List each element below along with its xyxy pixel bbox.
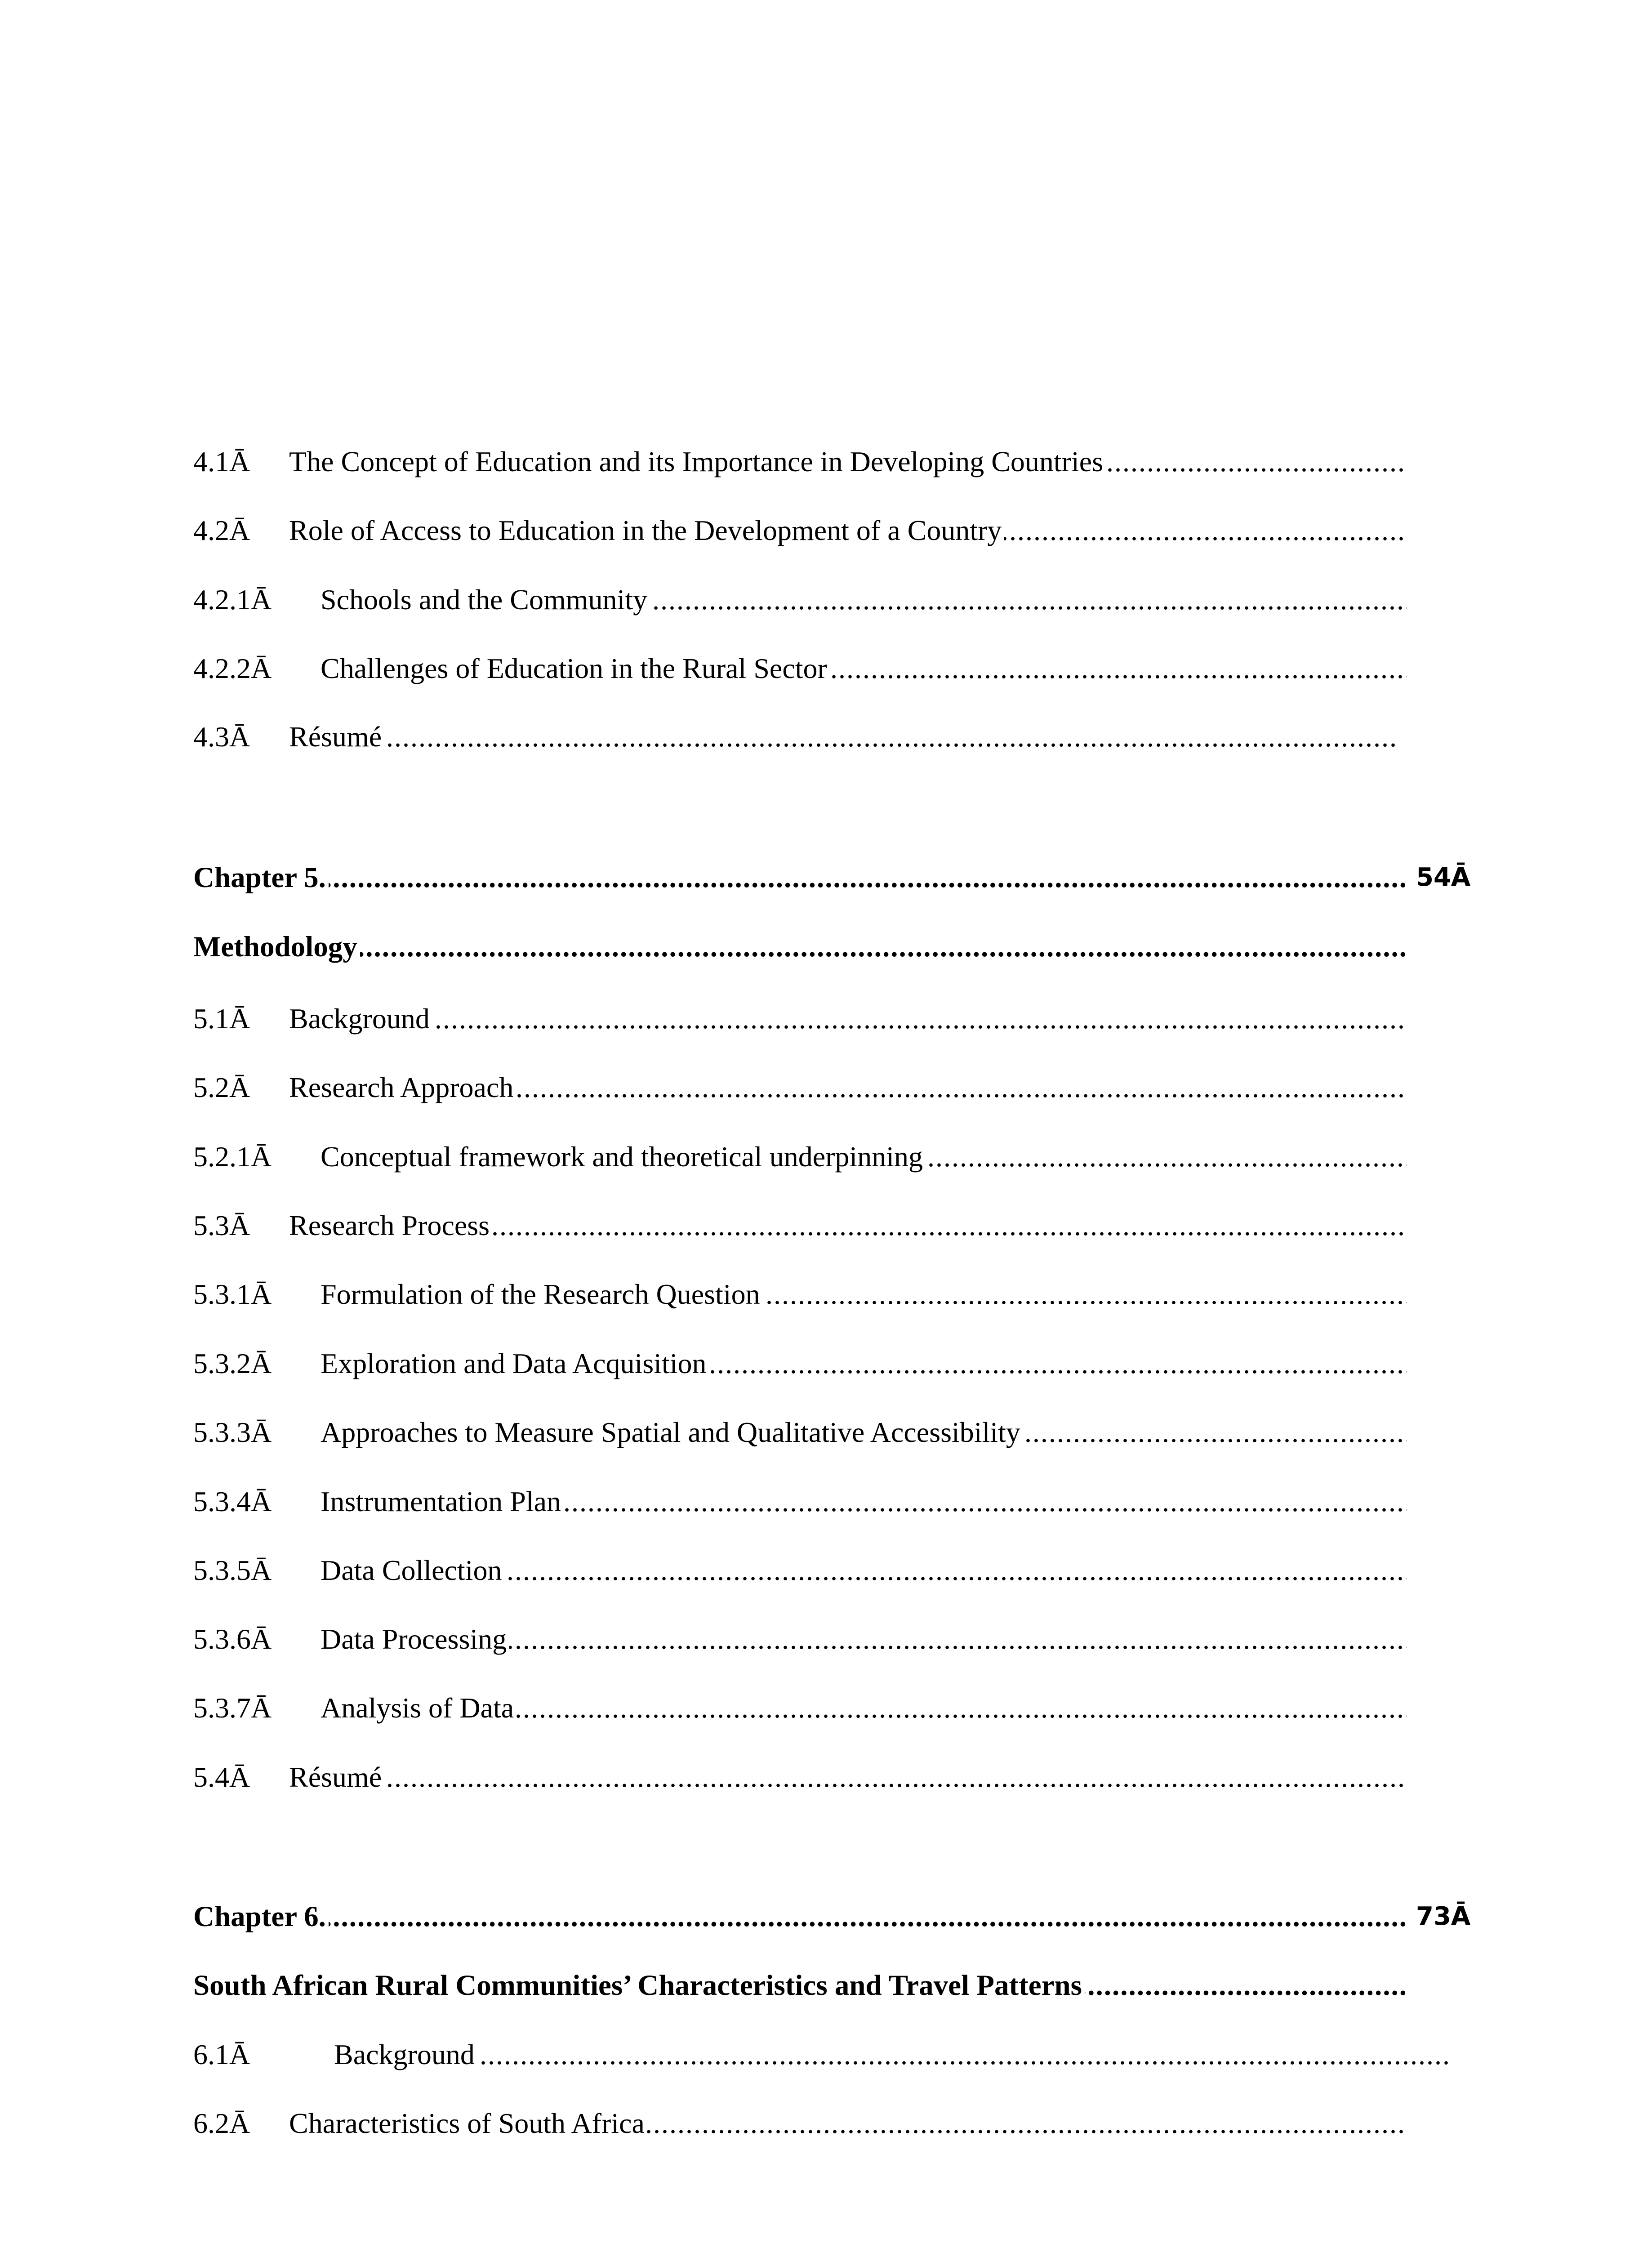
toc-entry[interactable] [193, 2099, 1407, 2148]
section-number: 5.3.6Ā [193, 1623, 272, 1655]
chapter-heading: Methodology ..... [193, 922, 1407, 972]
section-title: The Concept of Education and its Importance in Developing Countries ..... [289, 437, 1407, 486]
section-title: Characteristics of South Africa ..... [289, 2099, 1407, 2148]
section-title: Research Approach ..... [289, 1063, 1407, 1112]
toc-entry[interactable] [193, 1477, 1407, 1526]
section-title: Role of Access to Education in the Development of a Country ..... [289, 506, 1407, 555]
section-title: Background ..... [289, 994, 1407, 1044]
section-number: 5.3.4Ā [193, 1485, 272, 1517]
section-title: Data Collection ..... [321, 1546, 1407, 1595]
section-title: Exploration and Data Acquisition ..... [321, 1339, 1407, 1388]
toc-chapter-entry[interactable] [193, 1892, 1471, 1941]
section-number: 5.1Ā [193, 1003, 250, 1035]
section-number: 5.2Ā [193, 1071, 250, 1103]
toc-entry[interactable] [193, 1683, 1407, 1733]
toc-entry[interactable] [193, 1408, 1407, 1457]
toc-entry[interactable] [193, 1132, 1407, 1182]
chapter-title: Chapter 6. ..... [193, 1892, 1407, 1941]
section-number: 4.2.1Ā [193, 584, 272, 616]
section-number: 5.3.1Ā [193, 1278, 272, 1310]
toc-chapter-entry[interactable] [193, 853, 1471, 902]
toc-entry[interactable] [193, 1615, 1407, 1664]
section-title: Formulation of the Research Question ..... [321, 1270, 1407, 1319]
section-number: 6.1Ā [193, 2038, 250, 2070]
chapter-heading: South African Rural Communities’ Characteristics and Travel Patterns ..... [193, 1961, 1407, 2010]
section-number: 6.2Ā [193, 2107, 250, 2139]
section-title: Conceptual framework and theoretical underpinning ..... [321, 1132, 1407, 1182]
toc-entry[interactable] [193, 2030, 1452, 2079]
toc-entry[interactable] [193, 575, 1407, 624]
section-title: Schools and the Community ..... [321, 575, 1407, 624]
section-title: Research Process ..... [289, 1201, 1407, 1250]
toc-entry[interactable] [193, 1546, 1407, 1595]
section-number: 5.2.1Ā [193, 1141, 272, 1173]
section-number: 5.3.7Ā [193, 1692, 272, 1724]
section-title: Résumé ..... [289, 712, 1397, 762]
toc-entry[interactable] [193, 1201, 1407, 1250]
section-number: 5.3.3Ā [193, 1416, 272, 1448]
section-title: Data Processing ..... [321, 1615, 1407, 1664]
section-number: 5.3.2Ā [193, 1347, 272, 1379]
section-title: Approaches to Measure Spatial and Qualitative Accessibility ..... [321, 1408, 1407, 1457]
section-number: 4.2Ā [193, 514, 250, 546]
chapter-title: Chapter 5. ..... [193, 853, 1407, 902]
section-number: 5.3Ā [193, 1209, 250, 1241]
toc-entry[interactable] [193, 1753, 1407, 1802]
toc-entry[interactable] [193, 506, 1407, 555]
section-number: 5.4Ā [193, 1761, 250, 1793]
toc-entry[interactable] [193, 1339, 1407, 1388]
section-title: Analysis of Data ..... [321, 1683, 1407, 1733]
section-number: 4.1Ā [193, 446, 250, 477]
section-title: Challenges of Education in the Rural Sector ..... [321, 644, 1407, 693]
toc-entry[interactable] [193, 1270, 1407, 1319]
toc-entry[interactable] [193, 1063, 1407, 1112]
toc-entry[interactable] [193, 994, 1407, 1044]
toc-entry[interactable] [193, 712, 1407, 762]
section-title: Instrumentation Plan ..... [321, 1477, 1407, 1526]
section-title: Background ..... [334, 2030, 1452, 2079]
section-number: 4.2.2Ā [193, 652, 272, 684]
toc-chapter-entry[interactable] [193, 922, 1407, 972]
toc-chapter-entry[interactable] [193, 1961, 1407, 2010]
page-number: 73Ā [1416, 1902, 1471, 1931]
section-number: 4.3Ā [193, 721, 250, 753]
toc-entry[interactable] [193, 644, 1407, 693]
section-number: 5.3.5Ā [193, 1554, 272, 1586]
toc-entry[interactable] [193, 437, 1407, 486]
section-title: Résumé ..... [289, 1753, 1407, 1802]
page-number: 54Ā [1416, 863, 1471, 892]
